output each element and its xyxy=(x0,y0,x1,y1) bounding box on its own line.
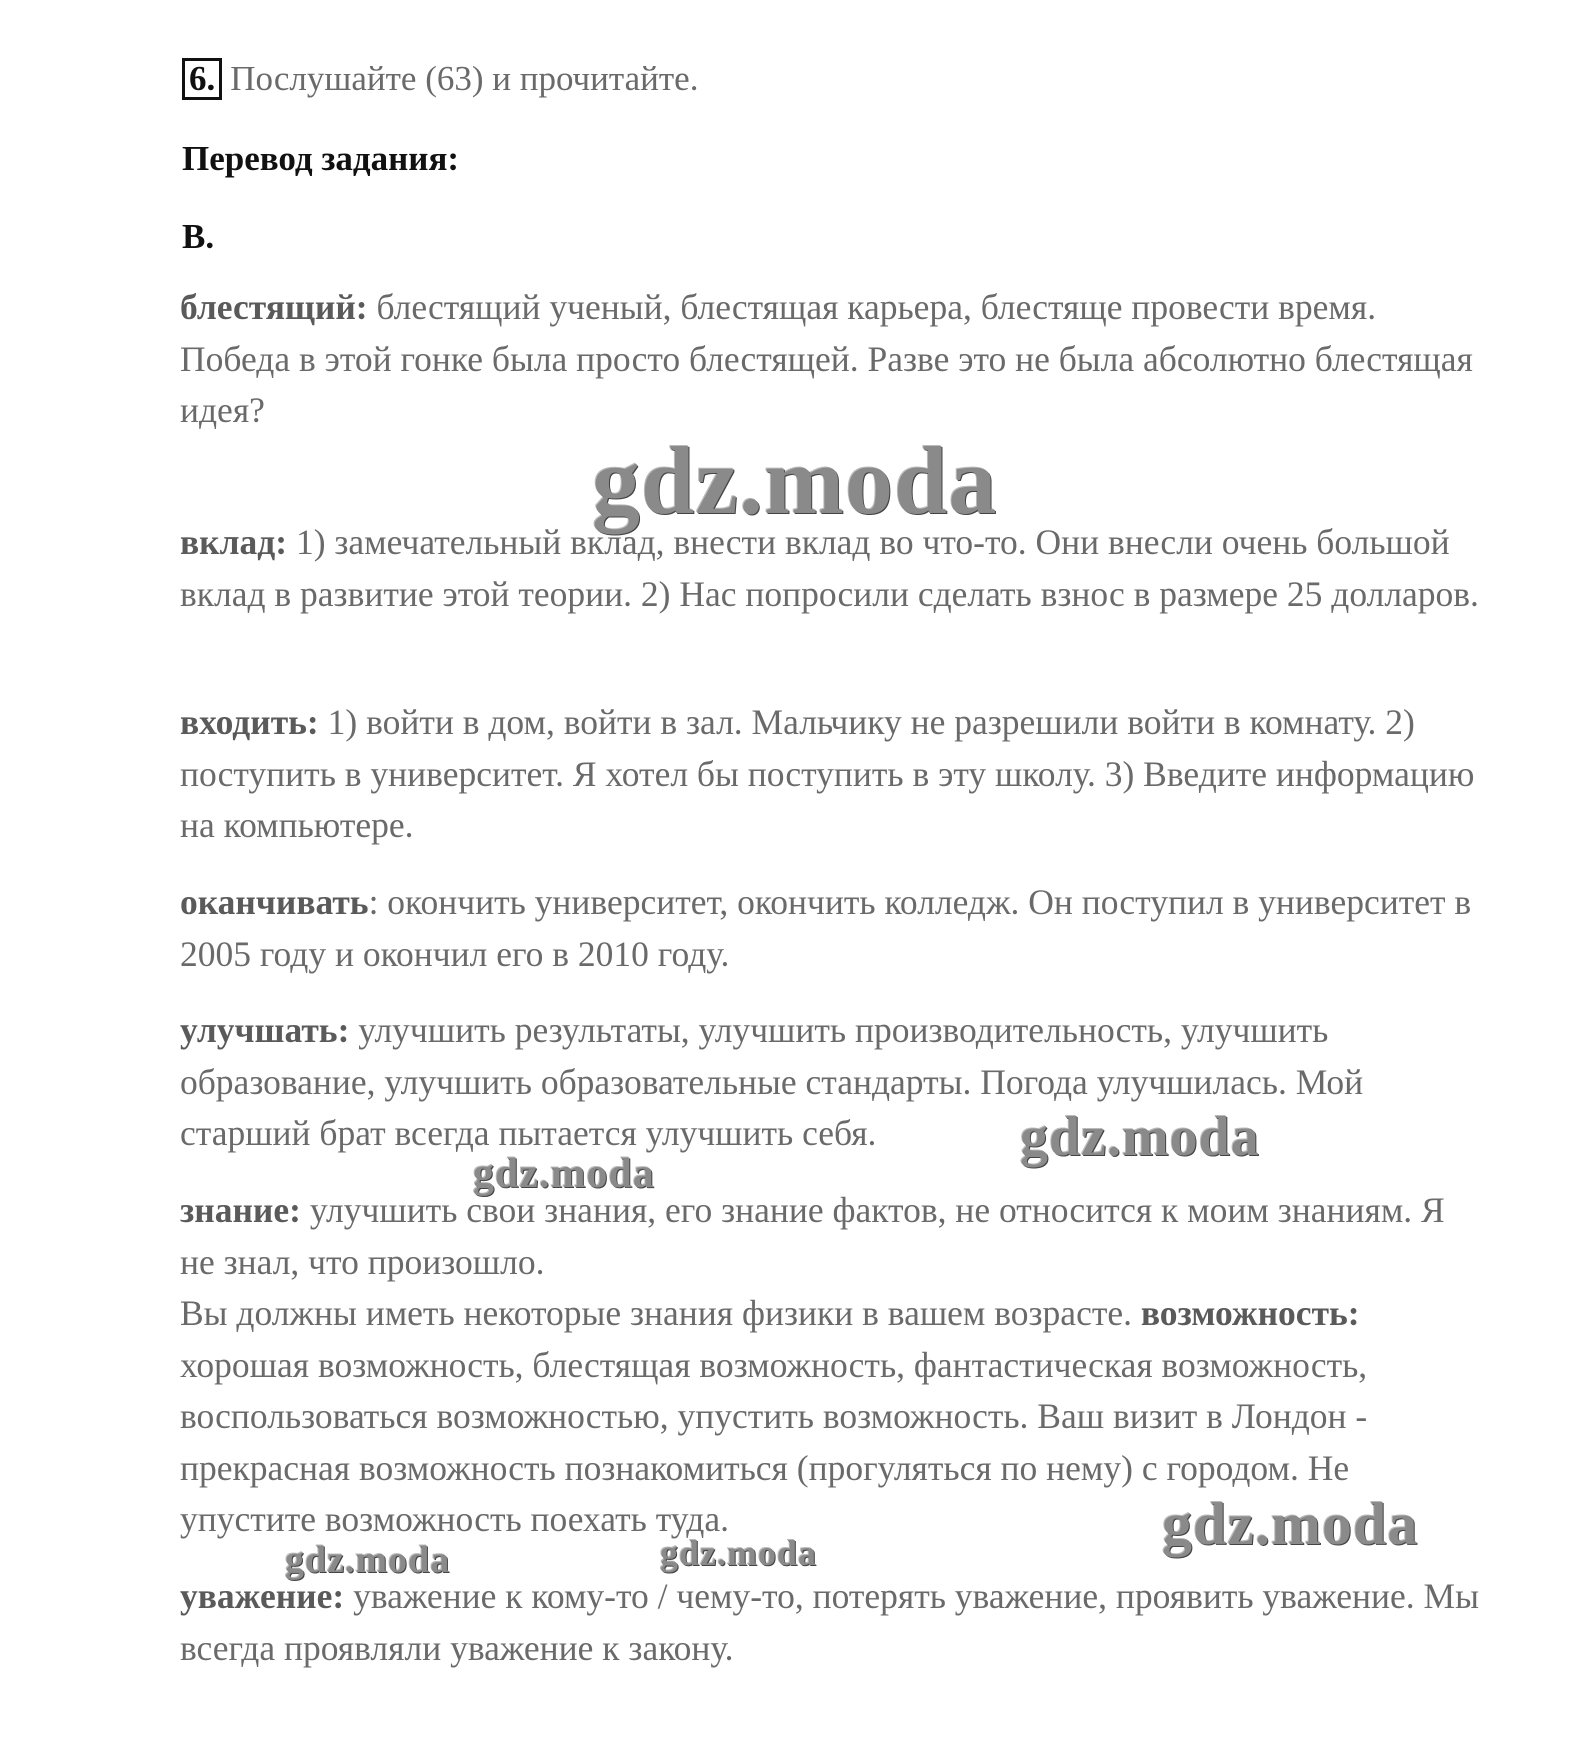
entry-text: уважение к кому-то / чему-то, потерять уважение, проявить уважение. Мы всегда проявляли уважение к закону. xyxy=(180,1576,1479,1668)
entry-enter xyxy=(180,697,1480,852)
entry-text: 1) войти в дом, войти в зал. Мальчику не разрешили войти в комнату. 2) поступить в университет. Я хотел бы поступить в эту школу. 3) Введите информацию на компьютере. xyxy=(180,702,1475,845)
entry-brilliant xyxy=(180,282,1480,437)
entry-term: блестящий: xyxy=(180,287,368,327)
entry-text: улучшить результаты, улучшить производительность, улучшить образование, улучшить образовательные стандарты. Погода улучшилась. Мой старший брат всегда пытается улучшить себя. xyxy=(180,1010,1364,1153)
task-instruction xyxy=(182,58,698,100)
entry-text: Победа в этой гонке была просто блестящей. Разве это не была абсолютно блестящая идея? xyxy=(180,338,1473,430)
translation-heading: Перевод задания: xyxy=(182,139,460,178)
entry-text: Вы должны иметь некоторые знания физики в вашем возрасте. xyxy=(180,1293,1132,1333)
entry-text: хорошая возможность, блестящая возможность, фантастическая возможность, воспользоваться возможностью, упустить возможность. Ваш визит в Лондон - прекрасная возможность познакомиться (прогуляться по нему) с городом. Не упустите возможность поехать туда. xyxy=(180,1344,1368,1539)
entry-text: блестящий ученый, блестящая карьера, блестяще провести время. xyxy=(376,287,1377,327)
entry-term: знание: xyxy=(180,1190,301,1230)
entry-term: уважение: xyxy=(180,1576,345,1616)
entry-term: вклад: xyxy=(180,522,288,562)
entry-text: 1) замечательный вклад, внести вклад во что-то. Они внесли очень большой вклад в развитие этой теории. 2) Нас попросили сделать взнос в размере 25 долларов. xyxy=(180,522,1479,614)
watermark-logo: gdz.moda xyxy=(285,1539,451,1581)
entry-respect xyxy=(180,1571,1480,1674)
entry-text: улучшить свои знания, его знание фактов, не относится к моим знаниям. Я не знал, что произошло. xyxy=(180,1190,1445,1282)
task-number: 6. xyxy=(182,58,222,100)
entry-term: улучшать: xyxy=(180,1010,350,1050)
watermark-logo: gdz.moda xyxy=(1162,1491,1419,1557)
entry-term: входить: xyxy=(180,702,319,742)
watermark-logo: gdz.moda xyxy=(473,1151,655,1197)
entry-graduate xyxy=(180,877,1480,980)
entry-text: : окончить университет, окончить колледж. Он поступил в университет в 2005 году и окончил его в 2010 году. xyxy=(180,882,1472,974)
entry-improve xyxy=(180,1005,1480,1160)
watermark-logo: gdz.moda xyxy=(592,427,998,534)
task-text: Послушайте (63) и прочитайте. xyxy=(230,59,699,98)
watermark-logo: gdz.moda xyxy=(660,1533,818,1573)
section-letter: В. xyxy=(182,217,215,256)
entry-term-opportunity: возможность: xyxy=(1140,1293,1360,1333)
entry-term: оканчивать xyxy=(180,882,369,922)
watermark-logo: gdz.moda xyxy=(1020,1106,1260,1168)
